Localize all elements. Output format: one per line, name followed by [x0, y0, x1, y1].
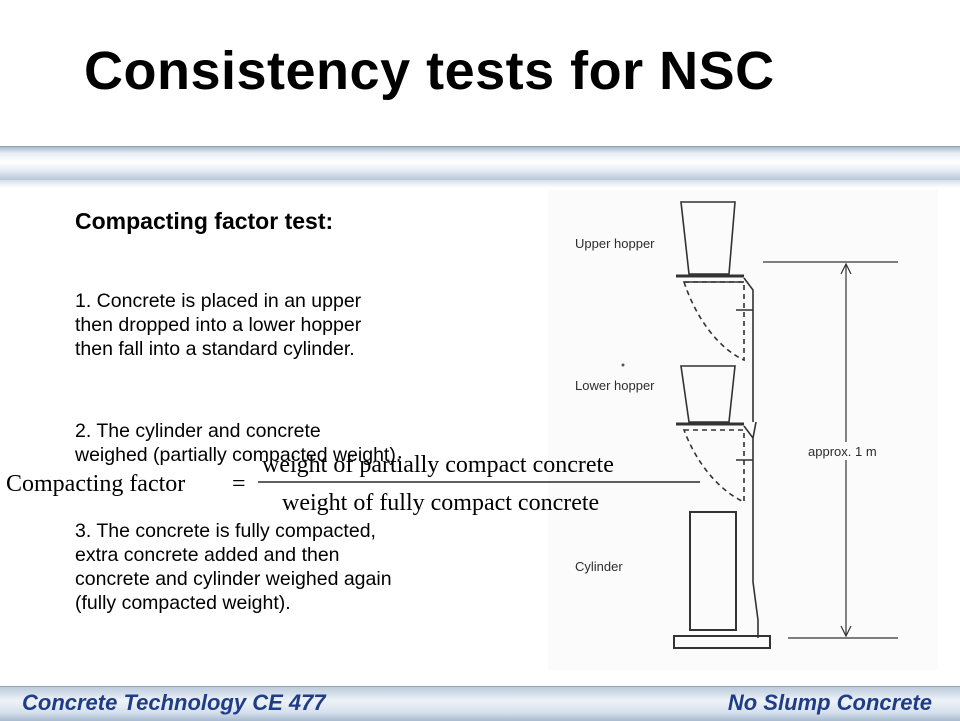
step-line: concrete and cylinder weighed again: [75, 568, 392, 590]
slide-title: Consistency tests for NSC: [84, 41, 775, 101]
step-line: 1. Concrete is placed in an upper: [75, 290, 362, 312]
step-1-text: [75, 289, 515, 361]
section-heading: Compacting factor test:: [75, 208, 334, 234]
cylinder-label: Cylinder: [575, 559, 623, 574]
step-line: 3. The concrete is fully compacted,: [75, 520, 376, 542]
lower-hopper-label: Lower hopper: [575, 378, 655, 393]
compacting-factor-formula: [0, 448, 710, 518]
formula-equals: =: [232, 471, 246, 497]
footer-bar: [0, 686, 960, 721]
formula-lhs: Compacting factor: [6, 471, 186, 497]
step-line: extra concrete added and then: [75, 544, 340, 566]
footer-topic: No Slump Concrete: [727, 690, 932, 715]
step-line: 2. The cylinder and concrete: [75, 420, 321, 442]
step-3-text: [75, 519, 515, 615]
footer-course: Concrete Technology CE 477: [22, 690, 326, 715]
step-line: weighed (partially compacted weight).: [75, 444, 402, 466]
title-divider-band: [0, 146, 960, 181]
upper-hopper-label: Upper hopper: [575, 236, 655, 251]
formula-denominator: weight of fully compact concrete: [282, 490, 600, 516]
speck: [622, 364, 625, 367]
step-line: then dropped into a lower hopper: [75, 314, 362, 336]
step-line: (fully compacted weight).: [75, 592, 291, 614]
compacting-factor-apparatus-diagram: [548, 190, 938, 670]
title-divider-shadow: [0, 180, 960, 188]
height-dimension-label: approx. 1 m: [808, 444, 877, 459]
step-line: then fall into a standard cylinder.: [75, 338, 355, 360]
formula-numerator: weight of partially compact concrete: [262, 452, 614, 478]
